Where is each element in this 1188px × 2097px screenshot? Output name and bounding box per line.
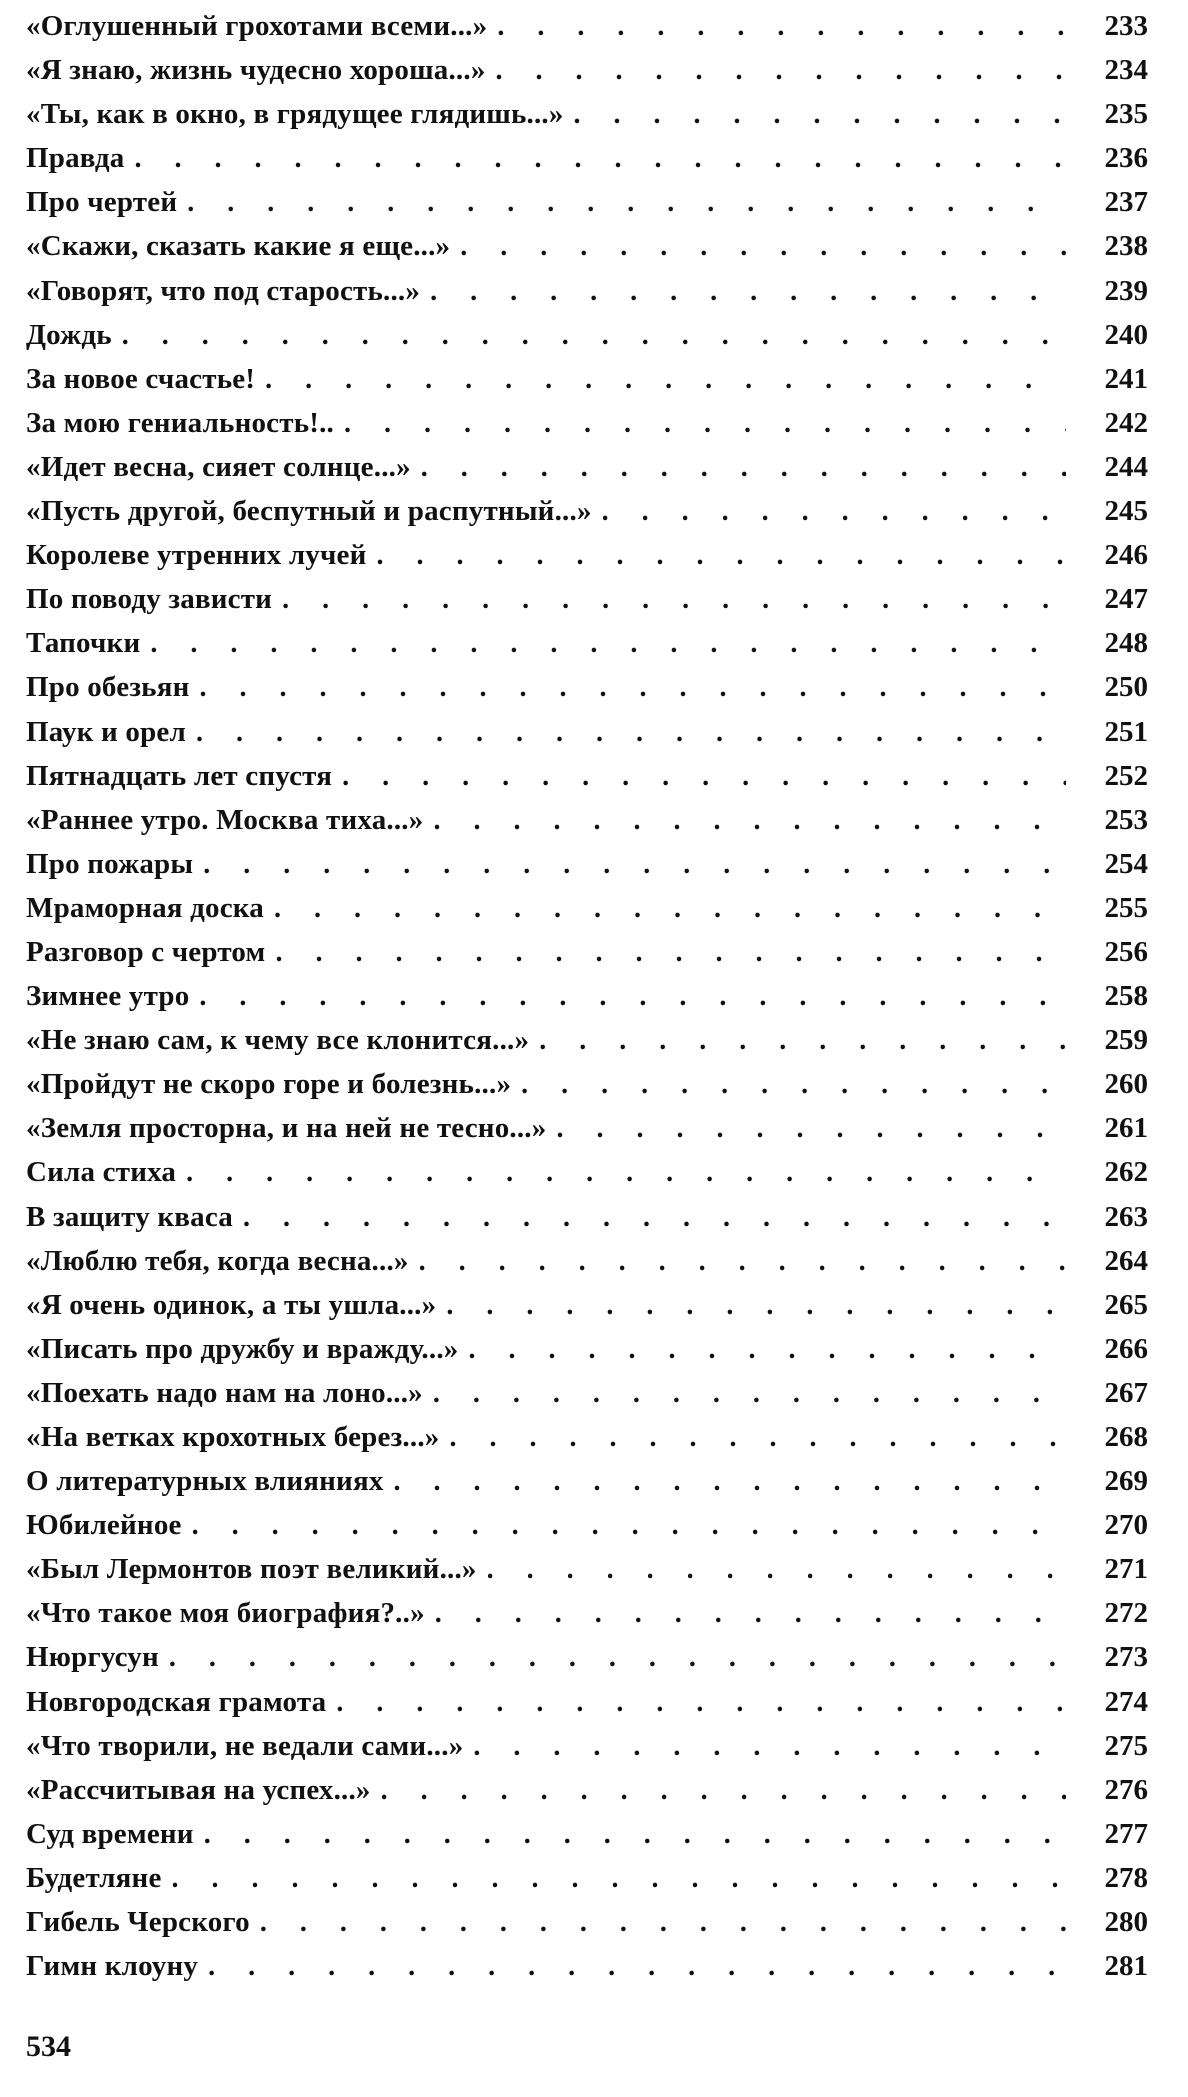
toc-entry-title: Правда: [26, 142, 125, 175]
toc-entry: [26, 451, 1148, 495]
toc-entry-title: За новое счастье!: [26, 362, 256, 395]
toc-entry-title: «На ветках крохотных берез...»: [26, 1421, 440, 1453]
dot-leader: [125, 143, 1067, 175]
toc-entry: [26, 186, 1148, 230]
dot-leader: [411, 452, 1066, 484]
toc-entry: [26, 1421, 1148, 1465]
toc-entry: [26, 1906, 1148, 1950]
dot-leader: [529, 1025, 1066, 1057]
dot-leader: [177, 187, 1066, 219]
toc-entry-title: «Пусть другой, беспутный и распутный...»: [26, 495, 592, 528]
dot-leader: [564, 99, 1066, 131]
toc-entry: [26, 1553, 1148, 1597]
toc-entry-title: Разговор с чертом: [26, 935, 266, 968]
dot-leader: [450, 231, 1066, 263]
toc-entry: [26, 936, 1148, 980]
toc-entry-page: 258: [1104, 980, 1148, 1013]
toc-entry: [26, 1950, 1148, 1994]
toc-entry-title: «Земля просторна, и на ней не тесно...»: [26, 1112, 547, 1145]
toc-entry-title: Мраморная доска: [26, 891, 264, 924]
dot-leader: [420, 276, 1066, 308]
toc-entry-page: 260: [1104, 1068, 1148, 1101]
toc-entry-page: 236: [1104, 142, 1148, 175]
toc-entry: [26, 1686, 1148, 1730]
toc-entry-title: «Ты, как в окно, в грядущее глядишь...»: [26, 98, 564, 131]
dot-leader: [334, 408, 1066, 440]
dot-leader: [436, 1290, 1066, 1322]
toc-entry: [26, 54, 1148, 98]
toc-entry-title: Сила стиха: [26, 1156, 177, 1189]
toc-entry: [26, 230, 1148, 274]
page-number: 534: [26, 2030, 71, 2063]
toc-entry-page: 261: [1104, 1112, 1148, 1145]
toc-entry: [26, 1465, 1148, 1509]
toc-entry-page: 235: [1104, 98, 1148, 131]
dot-leader: [186, 717, 1066, 749]
toc-entry: [26, 319, 1148, 363]
dot-leader: [159, 1642, 1066, 1674]
toc-entry-page: 271: [1104, 1553, 1148, 1586]
toc-entry-page: 275: [1104, 1729, 1148, 1762]
dot-leader: [250, 1907, 1066, 1939]
toc-entry: [26, 98, 1148, 142]
toc-entry: [26, 627, 1148, 671]
toc-entry-title: Про чертей: [26, 186, 178, 219]
toc-entry: [26, 1597, 1148, 1641]
dot-leader: [326, 1687, 1066, 1719]
toc-entry-title: За мою гениальность!..: [26, 406, 334, 439]
toc-entry-title: Нюргусун: [26, 1641, 159, 1674]
toc-entry-title: «Поехать надо нам на лоно...»: [26, 1376, 423, 1409]
dot-leader: [272, 584, 1066, 616]
toc-entry-page: 245: [1104, 495, 1148, 528]
toc-entry: [26, 583, 1148, 627]
toc-entry-page: 277: [1104, 1817, 1148, 1850]
toc-entry-page: 250: [1104, 671, 1148, 704]
toc-entry-title: Про пожары: [26, 847, 194, 880]
toc-entry: [26, 1774, 1148, 1818]
toc-entry-page: 270: [1104, 1509, 1148, 1542]
toc-entry-page: 234: [1104, 54, 1148, 87]
toc-entry-page: 280: [1104, 1906, 1148, 1939]
table-of-contents: [26, 10, 1148, 1994]
toc-entry: [26, 1377, 1148, 1421]
dot-leader: [367, 540, 1066, 572]
toc-entry-title: Новгородская грамота: [26, 1685, 327, 1718]
toc-entry-page: 269: [1104, 1465, 1148, 1498]
toc-entry-title: «Идет весна, сияет солнце...»: [26, 450, 411, 483]
toc-entry: [26, 1068, 1148, 1112]
toc-entry-page: 254: [1104, 847, 1148, 880]
toc-entry: [26, 1201, 1148, 1245]
toc-entry-page: 265: [1104, 1288, 1148, 1321]
toc-entry-page: 259: [1104, 1024, 1148, 1057]
toc-entry-page: 237: [1104, 186, 1148, 219]
toc-entry-page: 242: [1104, 406, 1148, 439]
dot-leader: [162, 1863, 1066, 1895]
toc-entry: [26, 671, 1148, 715]
toc-entry-title: «Скажи, сказать какие я еще...»: [26, 230, 451, 263]
toc-entry-title: «Писать про дружбу и вражду...»: [26, 1332, 459, 1365]
toc-entry-title: Королеве утренних лучей: [26, 539, 367, 572]
toc-entry: [26, 1641, 1148, 1685]
toc-entry-page: 244: [1104, 450, 1148, 483]
toc-entry-page: 239: [1104, 274, 1148, 307]
toc-entry-page: 251: [1104, 715, 1148, 748]
toc-entry: [26, 1289, 1148, 1333]
dot-leader: [487, 11, 1066, 43]
toc-entry: [26, 1730, 1148, 1774]
toc-entry-page: 274: [1104, 1685, 1148, 1718]
dot-leader: [140, 628, 1066, 660]
toc-entry: [26, 1862, 1148, 1906]
toc-entry-title: В защиту кваса: [26, 1200, 233, 1233]
dot-leader: [190, 672, 1066, 704]
dot-leader: [425, 1598, 1066, 1630]
toc-entry-page: 247: [1104, 583, 1148, 616]
toc-entry-page: 276: [1104, 1773, 1148, 1806]
toc-entry: [26, 848, 1148, 892]
dot-leader: [486, 55, 1066, 87]
toc-entry-title: О литературных влияниях: [26, 1465, 384, 1498]
toc-entry-title: «Что творили, не ведали сами...»: [26, 1729, 464, 1762]
toc-entry-page: 246: [1104, 539, 1148, 572]
toc-entry-page: 263: [1104, 1200, 1148, 1233]
dot-leader: [194, 1819, 1066, 1851]
toc-entry: [26, 539, 1148, 583]
toc-entry: [26, 407, 1148, 451]
toc-entry-page: 273: [1104, 1641, 1148, 1674]
toc-entry-title: «Не знаю сам, к чему все клонится...»: [26, 1024, 530, 1057]
toc-entry: [26, 1245, 1148, 1289]
toc-entry-page: 252: [1104, 759, 1148, 792]
toc-entry: [26, 716, 1148, 760]
dot-leader: [423, 805, 1066, 837]
toc-entry-title: «Я знаю, жизнь чудесно хороша...»: [26, 54, 486, 87]
toc-entry-page: 262: [1104, 1156, 1148, 1189]
dot-leader: [511, 1069, 1066, 1101]
dot-leader: [371, 1775, 1066, 1807]
toc-entry-page: 248: [1104, 627, 1148, 660]
toc-entry-title: Паук и орел: [26, 715, 186, 748]
toc-entry-page: 233: [1104, 10, 1148, 42]
toc-entry-title: Зимнее утро: [26, 980, 190, 1013]
toc-entry-page: 241: [1104, 362, 1148, 395]
toc-entry: [26, 760, 1148, 804]
toc-entry: [26, 1112, 1148, 1156]
toc-entry-title: Дождь: [26, 318, 112, 351]
toc-entry-title: Юбилейное: [26, 1509, 182, 1542]
toc-entry-title: «Оглушенный грохотами всеми...»: [26, 10, 488, 42]
dot-leader: [189, 981, 1066, 1013]
toc-entry-title: Гибель Черского: [26, 1906, 250, 1939]
dot-leader: [409, 1246, 1066, 1278]
toc-entry-title: Будетляне: [26, 1861, 162, 1894]
toc-entry-title: «Раннее утро. Москва тиха...»: [26, 803, 424, 836]
toc-entry: [26, 1333, 1148, 1377]
toc-entry-page: 266: [1104, 1332, 1148, 1365]
toc-entry-title: По поводу зависти: [26, 583, 273, 616]
toc-entry-page: 255: [1104, 891, 1148, 924]
toc-entry-title: Гимн клоуну: [26, 1950, 199, 1983]
dot-leader: [477, 1554, 1066, 1586]
toc-entry-page: 281: [1104, 1950, 1148, 1983]
toc-entry-title: «Говорят, что под старость...»: [26, 274, 421, 307]
dot-leader: [264, 893, 1066, 925]
toc-entry-page: 272: [1104, 1597, 1148, 1630]
dot-leader: [332, 761, 1066, 793]
toc-entry: [26, 980, 1148, 1024]
dot-leader: [384, 1466, 1066, 1498]
toc-entry-title: Суд времени: [26, 1817, 194, 1850]
toc-entry-page: 253: [1104, 803, 1148, 836]
toc-entry: [26, 363, 1148, 407]
toc-entry-title: Тапочки: [26, 627, 141, 660]
toc-entry: [26, 1509, 1148, 1553]
toc-entry: [26, 275, 1148, 319]
toc-entry: [26, 804, 1148, 848]
toc-entry: [26, 495, 1148, 539]
toc-entry-page: 240: [1104, 318, 1148, 351]
dot-leader: [182, 1510, 1066, 1542]
toc-entry-title: Пятнадцать лет спустя: [26, 759, 333, 792]
toc-entry: [26, 1818, 1148, 1862]
dot-leader: [592, 496, 1066, 528]
toc-entry-title: «Я очень одинок, а ты ушла...»: [26, 1288, 437, 1321]
dot-leader: [255, 364, 1066, 396]
toc-entry: [26, 142, 1148, 186]
dot-leader: [112, 320, 1066, 352]
toc-entry-title: Про обезьян: [26, 671, 190, 704]
dot-leader: [439, 1422, 1066, 1454]
dot-leader: [233, 1202, 1066, 1234]
dot-leader: [546, 1113, 1066, 1145]
toc-entry-page: 268: [1104, 1421, 1148, 1453]
dot-leader: [458, 1334, 1066, 1366]
dot-leader: [193, 849, 1066, 881]
dot-leader: [176, 1157, 1066, 1189]
toc-entry-title: «Что такое моя биография?..»: [26, 1597, 425, 1630]
toc-entry-page: 264: [1104, 1244, 1148, 1277]
toc-entry-title: «Рассчитывая на успех...»: [26, 1773, 371, 1806]
toc-entry-title: «Люблю тебя, когда весна...»: [26, 1244, 409, 1277]
toc-entry-page: 278: [1104, 1861, 1148, 1894]
toc-entry-page: 238: [1104, 230, 1148, 263]
dot-leader: [463, 1731, 1066, 1763]
toc-entry: [26, 892, 1148, 936]
toc-entry-page: 267: [1104, 1376, 1148, 1409]
toc-entry-title: «Пройдут не скоро горе и болезнь...»: [26, 1068, 512, 1101]
dot-leader: [423, 1378, 1066, 1410]
dot-leader: [198, 1951, 1066, 1983]
toc-entry-title: «Был Лермонтов поэт великий...»: [26, 1553, 477, 1586]
toc-entry: [26, 1156, 1148, 1200]
toc-entry: [26, 1024, 1148, 1068]
toc-entry: [26, 10, 1148, 54]
dot-leader: [266, 937, 1067, 969]
toc-entry-page: 256: [1104, 935, 1148, 968]
